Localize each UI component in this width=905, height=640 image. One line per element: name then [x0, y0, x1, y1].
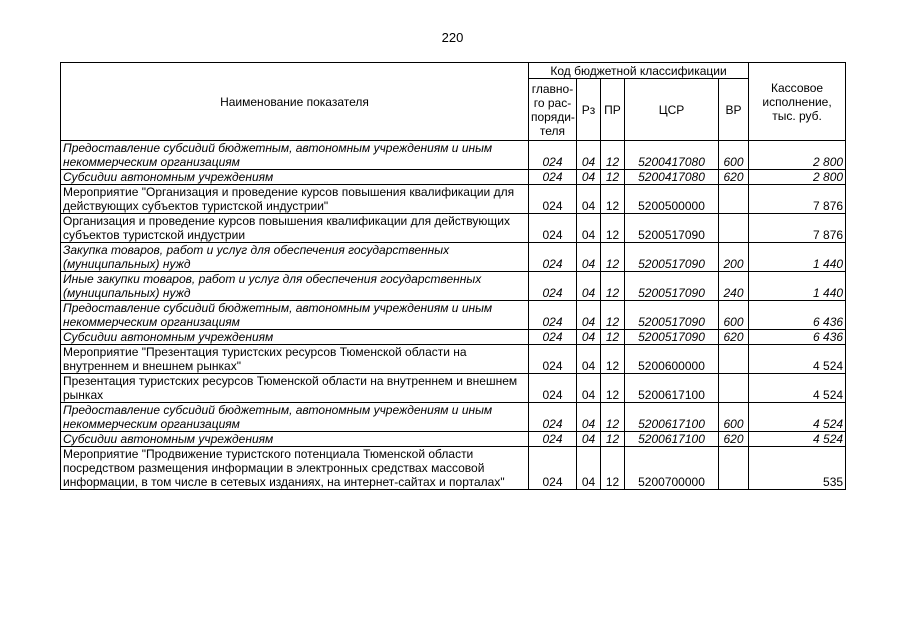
row-csr: 5200617100 [625, 403, 719, 432]
row-amount: 6 436 [749, 301, 846, 330]
row-vr: 600 [719, 301, 749, 330]
row-amount: 2 800 [749, 170, 846, 185]
row-rz: 04 [577, 272, 601, 301]
row-pr: 12 [601, 214, 625, 243]
row-rz: 04 [577, 170, 601, 185]
row-name: Предоставление субсидий бюджетным, автономным учреждениям и иным некоммерческим организациям [61, 403, 529, 432]
row-amount: 2 800 [749, 141, 846, 170]
row-pr: 12 [601, 141, 625, 170]
table-row [61, 403, 846, 432]
row-csr: 5200517090 [625, 330, 719, 345]
row-glav: 024 [529, 185, 577, 214]
row-vr [719, 345, 749, 374]
header-glavny-line: теля [539, 123, 566, 138]
table-row [61, 301, 846, 330]
header-pr: ПР [601, 79, 625, 141]
budget-table [60, 62, 846, 490]
row-rz: 04 [577, 141, 601, 170]
row-pr: 12 [601, 272, 625, 301]
table-row [61, 272, 846, 301]
table-body [61, 141, 846, 490]
row-glav: 024 [529, 374, 577, 403]
header-csr: ЦСР [625, 79, 719, 141]
row-glav: 024 [529, 141, 577, 170]
header-amount [749, 63, 846, 141]
row-csr: 5200517090 [625, 272, 719, 301]
row-name: Иные закупки товаров, работ и услуг для обеспечения государственных (муниципальных) нужд [61, 272, 529, 301]
row-amount: 535 [749, 447, 846, 490]
table-row [61, 447, 846, 490]
table-row [61, 214, 846, 243]
row-csr: 5200500000 [625, 185, 719, 214]
row-pr: 12 [601, 432, 625, 447]
row-name: Субсидии автономным учреждениям [61, 170, 529, 185]
row-pr: 12 [601, 330, 625, 345]
row-amount: 1 440 [749, 272, 846, 301]
table-row [61, 345, 846, 374]
row-vr: 600 [719, 141, 749, 170]
table-row [61, 330, 846, 345]
row-rz: 04 [577, 214, 601, 243]
header-glavny-line: поряди- [531, 109, 575, 124]
row-pr: 12 [601, 345, 625, 374]
row-amount: 7 876 [749, 214, 846, 243]
row-pr: 12 [601, 185, 625, 214]
row-csr: 5200517090 [625, 214, 719, 243]
row-rz: 04 [577, 374, 601, 403]
row-name: Презентация туристских ресурсов Тюменской области на внутреннем и внешнем рынках [61, 374, 529, 403]
header-glavny-line: го рас- [533, 95, 572, 110]
row-amount: 6 436 [749, 330, 846, 345]
row-vr: 620 [719, 170, 749, 185]
row-amount: 4 524 [749, 374, 846, 403]
header-name: Наименование показателя [61, 63, 529, 141]
table-row [61, 170, 846, 185]
row-pr: 12 [601, 301, 625, 330]
row-csr: 5200417080 [625, 170, 719, 185]
table-row [61, 141, 846, 170]
table-row [61, 374, 846, 403]
row-glav: 024 [529, 447, 577, 490]
row-csr: 5200517090 [625, 243, 719, 272]
row-glav: 024 [529, 170, 577, 185]
table-row [61, 432, 846, 447]
row-vr [719, 374, 749, 403]
header-rz: Рз [577, 79, 601, 141]
row-amount: 4 524 [749, 345, 846, 374]
row-name: Мероприятие "Организация и проведение курсов повышения квалификации для действующих субъектов туристской индустрии" [61, 185, 529, 214]
row-glav: 024 [529, 214, 577, 243]
row-csr: 5200417080 [625, 141, 719, 170]
row-rz: 04 [577, 243, 601, 272]
row-glav: 024 [529, 330, 577, 345]
row-pr: 12 [601, 170, 625, 185]
row-name: Субсидии автономным учреждениям [61, 432, 529, 447]
row-name: Мероприятие "Продвижение туристского потенциала Тюменской области посредством размещения информации в электронных средствах массовой информации, в том числе в сетевых изданиях, на интернет-сайтах и порталах" [61, 447, 529, 490]
row-pr: 12 [601, 447, 625, 490]
row-vr: 200 [719, 243, 749, 272]
row-glav: 024 [529, 243, 577, 272]
row-csr: 5200600000 [625, 345, 719, 374]
row-csr: 5200517090 [625, 301, 719, 330]
row-amount: 7 876 [749, 185, 846, 214]
row-csr: 5200700000 [625, 447, 719, 490]
row-glav: 024 [529, 432, 577, 447]
row-pr: 12 [601, 374, 625, 403]
header-glavny [529, 79, 577, 141]
row-name: Организация и проведение курсов повышения квалификации для действующих субъектов туристской индустрии [61, 214, 529, 243]
row-amount: 1 440 [749, 243, 846, 272]
row-name: Субсидии автономным учреждениям [61, 330, 529, 345]
row-vr: 240 [719, 272, 749, 301]
row-vr [719, 214, 749, 243]
header-amount-line: Кассовое [771, 80, 824, 95]
row-rz: 04 [577, 185, 601, 214]
table-row [61, 243, 846, 272]
row-glav: 024 [529, 301, 577, 330]
row-amount: 4 524 [749, 432, 846, 447]
row-glav: 024 [529, 345, 577, 374]
row-rz: 04 [577, 403, 601, 432]
row-name: Предоставление субсидий бюджетным, автономным учреждениям и иным некоммерческим организациям [61, 141, 529, 170]
row-vr: 620 [719, 432, 749, 447]
row-rz: 04 [577, 345, 601, 374]
row-vr [719, 447, 749, 490]
row-rz: 04 [577, 447, 601, 490]
row-name: Мероприятие "Презентация туристских ресурсов Тюменской области на внутреннем и внешнем рынках" [61, 345, 529, 374]
row-rz: 04 [577, 301, 601, 330]
row-name: Предоставление субсидий бюджетным, автономным учреждениям и иным некоммерческим организациям [61, 301, 529, 330]
row-csr: 5200617100 [625, 432, 719, 447]
row-vr: 600 [719, 403, 749, 432]
row-vr [719, 185, 749, 214]
row-glav: 024 [529, 403, 577, 432]
row-glav: 024 [529, 272, 577, 301]
row-pr: 12 [601, 243, 625, 272]
row-rz: 04 [577, 432, 601, 447]
header-vr: ВР [719, 79, 749, 141]
header-glavny-line: главно- [531, 81, 574, 96]
row-rz: 04 [577, 330, 601, 345]
table-row [61, 185, 846, 214]
page-number: 220 [441, 30, 464, 45]
row-csr: 5200617100 [625, 374, 719, 403]
row-pr: 12 [601, 403, 625, 432]
row-amount: 4 524 [749, 403, 846, 432]
header-budget-code: Код бюджетной классификации [529, 63, 749, 79]
header-amount-line: тыс. руб. [772, 108, 822, 123]
row-vr: 620 [719, 330, 749, 345]
row-name: Закупка товаров, работ и услуг для обеспечения государственных (муниципальных) нужд [61, 243, 529, 272]
header-amount-line: исполнение, [762, 94, 832, 109]
